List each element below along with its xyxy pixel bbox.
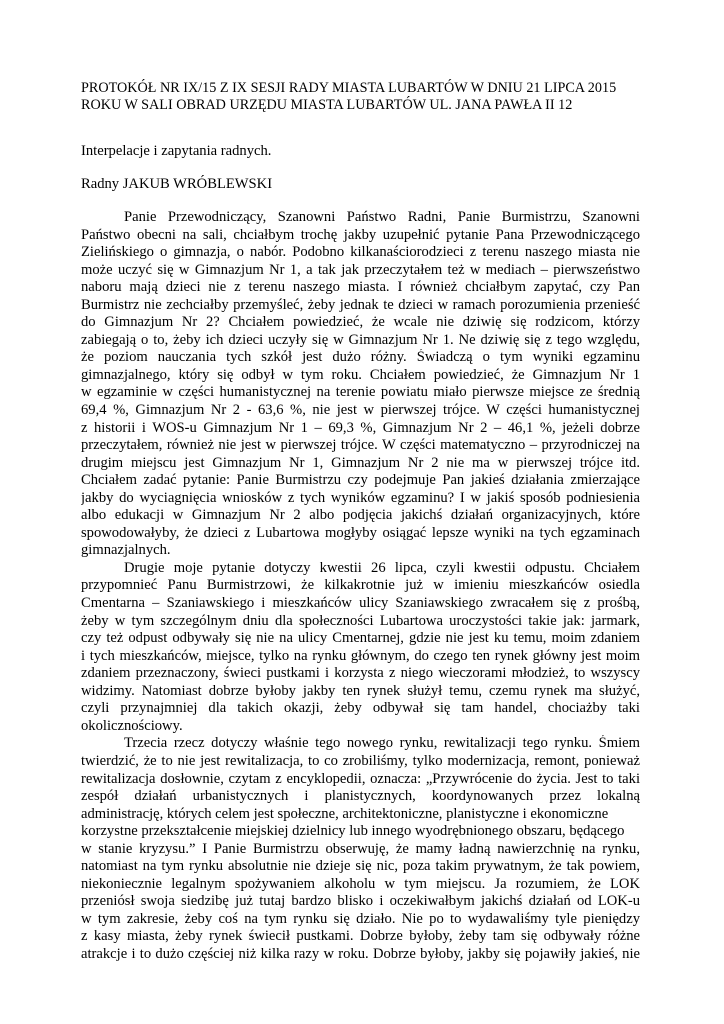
- protocol-title-line: PROTOKÓŁ NR IX/15 Z IX SESJI RADY MIASTA LUBARTÓW W DNIU 21 LIPCA 2015: [81, 80, 617, 96]
- speech-line: 69,4 %, Gimnazjum Nr 2 - 63,6 %, nie jest w pierwszej trójce. W części humanistycznej: [81, 402, 640, 419]
- section-heading: Interpelacje i zapytania radnych.: [81, 143, 272, 159]
- speech-line: jakby do wyciagnięcia wniosków z tych wyników egzaminu? I w jakiś sposób podniesienia: [81, 489, 640, 506]
- speech-line: Trzecia rzecz dotyczy właśnie tego nowego rynku, rewitalizacji tego rynku. Śmiem: [124, 735, 640, 752]
- speech-line: drugim miejscu jest Gimnazjum Nr 1, Gimnazjum Nr 2 nie ma w pierwszej trójce itd.: [81, 454, 640, 471]
- speech-line: twierdzić, że to nie jest rewitalizacja, to co zrobiliśmy, tylko modernizacja, remont, ponieważ: [81, 752, 640, 769]
- speech-line: zabiegają o to, żeby ich dzieci uczyły się w Gimnazjum Nr 1. Ne dziwię się z tego względu,: [81, 331, 640, 348]
- speech-line: Cmentarna – Szaniawskiego i mieszkańców ulicy Szaniawskiego zwracałem się z prośbą,: [81, 595, 640, 612]
- speech-line: przeczytałem, również nie jest w pierwszej trójce. W części matematyczno – przyrodniczej na: [81, 437, 640, 454]
- speech-line: może uczyć się w Gimnazjum Nr 1, a tak jak przeczytałem też w mediach – pierwszeństwo: [81, 261, 640, 278]
- speech-line: z historii i WOS-u Gimnazjum Nr 1 – 69,3 %, Gimnazjum Nr 2 – 46,1 %, jeżeli dobrze: [81, 419, 640, 436]
- speech-line: w tym zakresie, żeby coś na tym rynku się działo. Nie po to wydawaliśmy tyle pieniędzy: [81, 910, 640, 927]
- speech-line: atrakcje i to dużo częściej niż kilka razy w roku. Dobrze byłoby, jakby się pojawiły jakieś, nie: [81, 945, 640, 962]
- speech-line: że poziom nauczania tych szkół jest dużo różny. Świadczą o tym wyniki egzaminu: [81, 349, 640, 366]
- speech-line: Zielińskiego o gimnazja, o nabór. Podobno kilkanaściorodzieci z terenu naszego miasta nie: [81, 244, 640, 261]
- speech-line: natomiast na tym rynku absolutnie nie dzieje się nic, poza takim prywatnym, że tak powiem,: [81, 858, 640, 875]
- speech-line: Drugie moje pytanie dotyczy kwestii 26 lipca, czyli kwestii odpustu. Chciałem: [124, 559, 640, 576]
- speech-line: Chciałem zadać pytanie: Panie Burmistrzu czy podejmuje Pan jakieś działania zmierzające: [81, 472, 640, 489]
- speech-line: Panie Przewodniczący, Szanowni Państwo Radni, Panie Burmistrzu, Szanowni: [124, 209, 640, 225]
- speaker-name: Radny JAKUB WRÓBLEWSKI: [81, 176, 273, 192]
- protocol-title-line: ROKU W SALI OBRAD URZĘDU MIASTA LUBARTÓW UL. JANA PAWŁA II 12: [81, 96, 573, 113]
- speech-line: zdaniem przeznaczony, świeci pustkami i korzysta z niego wieczorami młodzież, to wszyscy: [81, 665, 640, 682]
- speech-line: niekoniecznie legalnym spożywaniem alkoholu w tym miejscu. Ja rozumiem, że LOK: [81, 875, 640, 892]
- speech-line: rewitalizacja dosłownie, czytam z encyklopedii, oznacza: „Przywrócenie do życia. Jest to taki: [81, 770, 640, 787]
- speech-line: Państwo obecni na sali, chciałbym trochę jakby uzupełnić pytanie Pana Przewodniczącego: [81, 226, 640, 243]
- speech-line: Burmistrz nie zechciałby przemyśleć, żeby jednak te dzieci w ramach porozumienia przenieść: [81, 296, 640, 313]
- speech-line: przypomnieć Panu Burmistrzowi, że kilkakrotnie już w imieniu mieszkańców osiedla: [81, 577, 640, 594]
- speech-line: [81, 964, 640, 982]
- speech-line: żeby w tym szczególnym dniu dla społeczności Lubartowa uroczystości takie jak: jarmark,: [81, 612, 640, 629]
- speech-line: czy też odpust odbywały się nie na ulicy Cmentarnej, gdzie nie jest ku temu, moim zdaniem: [81, 630, 640, 647]
- speech-line: widzimy. Natomiast dobrze byłoby jakby ten rynek służył temu, czemu rynek ma służyć,: [81, 682, 640, 699]
- speech-line: czyli przynajmniej dla takich okazji, żeby odbywał się tam handel, chociażby taki: [81, 700, 640, 717]
- speech-line: zespół działań urbanistycznych i planistycznych, koordynowanych przez lokalną: [81, 788, 640, 805]
- speech-line: administrację, których celem jest społeczne, architektoniczne, planistyczne i ekonomiczne: [81, 805, 609, 822]
- speech-line: gimnazjalnych.: [81, 542, 171, 559]
- speech-line: gimnazjalnego, który się odbył w tym roku. Chciałem powiedzieć, że Gimnazjum Nr 1: [81, 366, 640, 383]
- speech-line: w stanie kryzysu.” I Panie Burmistrzu obserwuję, że mamy ładną nawierzchnię na rynku,: [81, 840, 640, 857]
- speech-body: [81, 209, 640, 981]
- speech-line: z kasy miasta, żeby rynek świecił pustkami. Dobrze byłoby, żeby tam się odbywały różne: [81, 928, 640, 945]
- speech-line: korzystne przekształcenie miejskiej dzielnicy lub innego wyodrębnionego obszaru, będącego: [81, 823, 625, 840]
- speech-line: i tych mieszkańców, miejsce, tylko na rynku głównym, do czego ten rynek główny jest moim: [81, 647, 640, 664]
- speech-line: okolicznościowy.: [81, 717, 183, 734]
- speech-line: w egzaminie w części humanistycznej na terenie powiatu miało pierwsze miejsce ze średnią: [81, 384, 640, 401]
- speech-line: spowodowałyby, że dzieci z Lubartowa mogłyby osiągać lepsze wyniki na tych egzaminach: [81, 524, 640, 541]
- protocol-title: [81, 80, 647, 113]
- speech-line: przeniósł swoja siedzibę już tutaj bardzo blisko i oczekiwałbym jakichś działań od LOK-u: [81, 893, 640, 910]
- speech-line: albo edukacji w Gimnazjum Nr 2 albo podjęcia jakichś działań organizacyjnych, które: [81, 507, 640, 524]
- speech-line: naboru mają dzieci nie z terenu naszego miasta. I również chciałbym zapytać, czy Pan: [81, 279, 640, 296]
- speech-line: do Gimnazjum Nr 2? Chciałem powiedzieć, że wcale nie dziwię się rodzicom, którzy: [81, 314, 640, 331]
